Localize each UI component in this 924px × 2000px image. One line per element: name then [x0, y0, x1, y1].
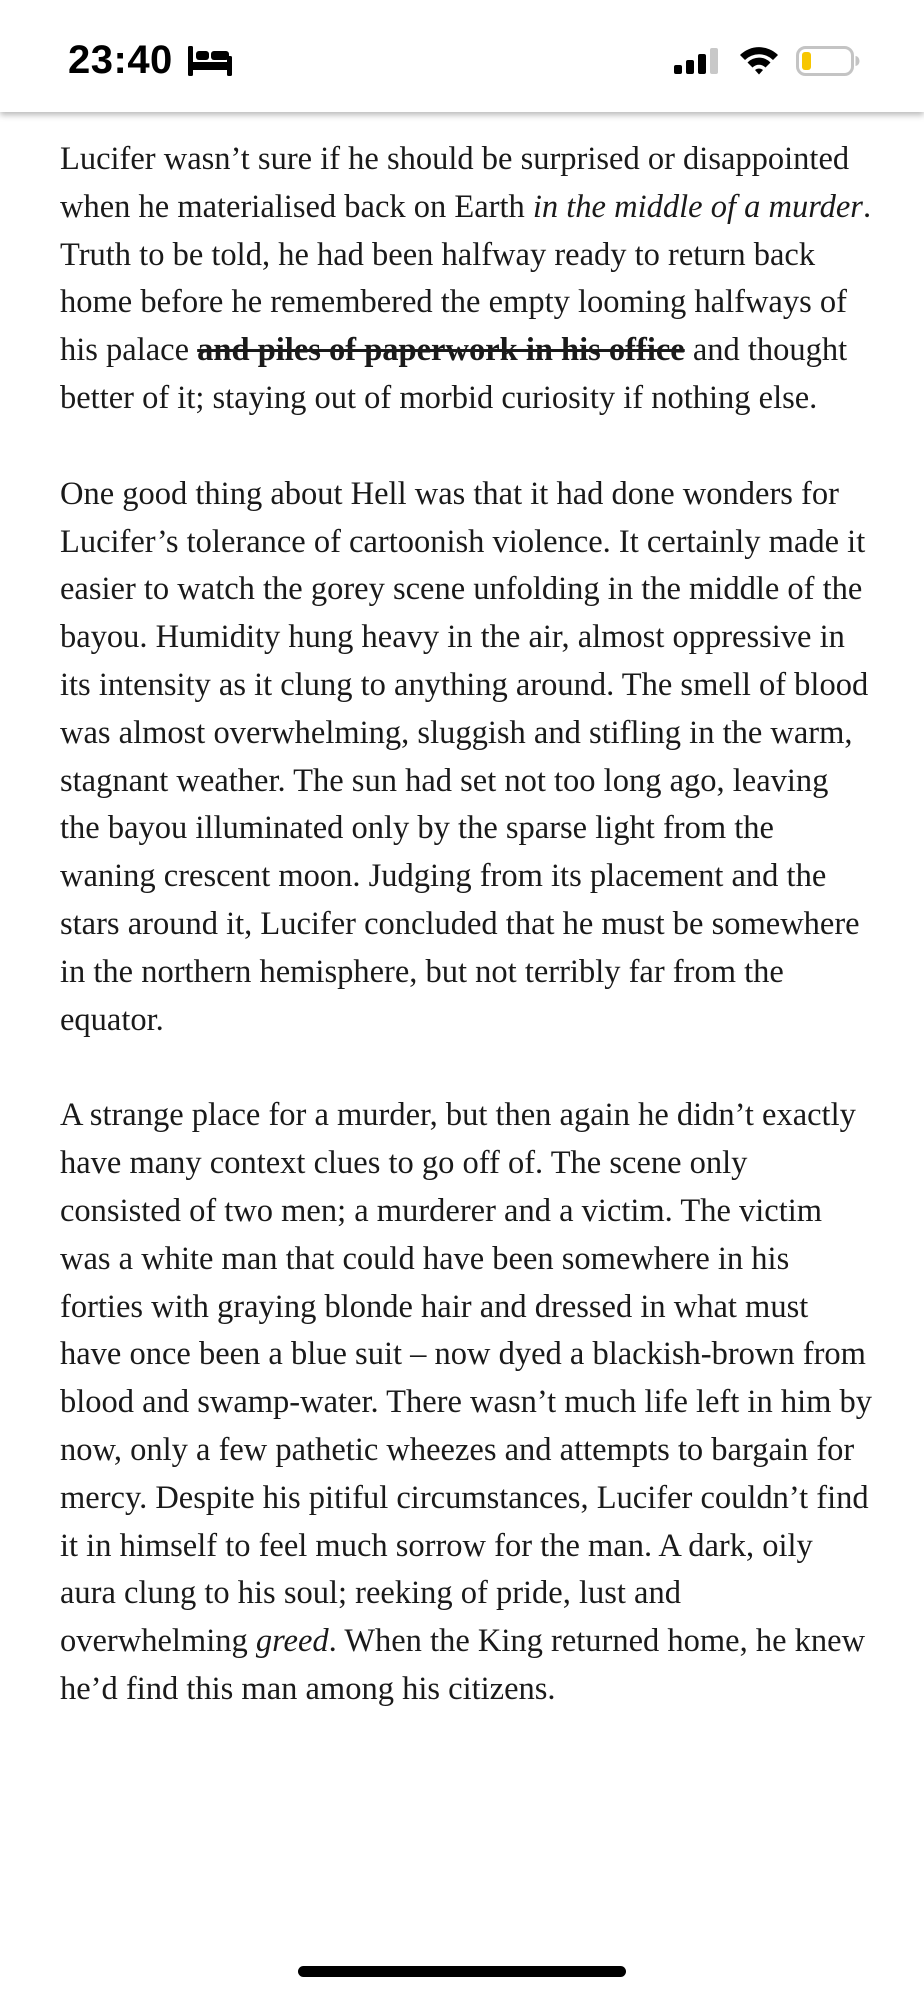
p3-text-a: A strange place for a murder, but then again he didn’t exactly have many context clues to go off of. The scene only consisted of two men; a murderer and a victim. The victim was a white man that could have been somewhere in his forties with graying blonde hair and dressed in what must have once been a blue suit – now dyed a blackish-brown from blood and swamp-water. There wasn’t much life left in him by now, only a few pathetic wheezes and attempts to bargain for mercy. Despite his pitiful circumstances, Lucifer couldn’t find it in himself to feel much sorrow for the man. A dark, oily aura clung to his soul; reeking of pride, lust and overwhelming	[60, 1097, 873, 1660]
p1-italic-phrase: in the middle of a murder	[532, 188, 863, 225]
paragraph-3	[60, 1092, 872, 1713]
paragraph-2: One good thing about Hell was that it had done wonders for Lucifer’s tolerance of cartoonish violence. It certainly made it easier to watch the gorey scene unfolding in the middle of the bayou. Humidity hung heavy in the air, almost oppressive in its intensity as it clung to anything around. The smell of blood was almost overwhelming, sluggish and stifling in the warm, stagnant weather. The sun had set not too long ago, leaving the bayou illuminated only by the sparse light from the waning crescent moon. Judging from its placement and the stars around it, Lucifer concluded that he must be somewhere in the northern hemisphere, but not terribly far from the equator.	[60, 475, 869, 1038]
p1-text-a: Lucifer wasn’t sure if he should be surprised or disappointed when he materialised back on Earth	[60, 141, 850, 225]
cellular-signal-icon	[674, 48, 722, 79]
p3-italic-word: greed	[255, 1623, 329, 1660]
p1-strikethrough-phrase: and piles of paperwork in his office	[197, 332, 685, 369]
bed-icon	[188, 46, 232, 81]
p3-text-c: . When the King returned home, he knew he’d find this man among his citizens.	[60, 1623, 866, 1707]
wifi-icon	[738, 45, 780, 80]
paragraph-1	[60, 136, 872, 423]
status-bar	[0, 0, 924, 112]
home-indicator[interactable]	[298, 1966, 626, 1977]
p1-text-e: and thought better of it; staying out of morbid curiosity if nothing else.	[60, 332, 848, 416]
p1-text-c: . Truth to be told, he had been halfway ready to return back home before he remembered the empty looming halfways of his palace	[60, 188, 872, 369]
battery-low-icon	[796, 46, 860, 81]
story-text	[60, 136, 872, 1714]
status-time: 23:40	[68, 38, 173, 82]
